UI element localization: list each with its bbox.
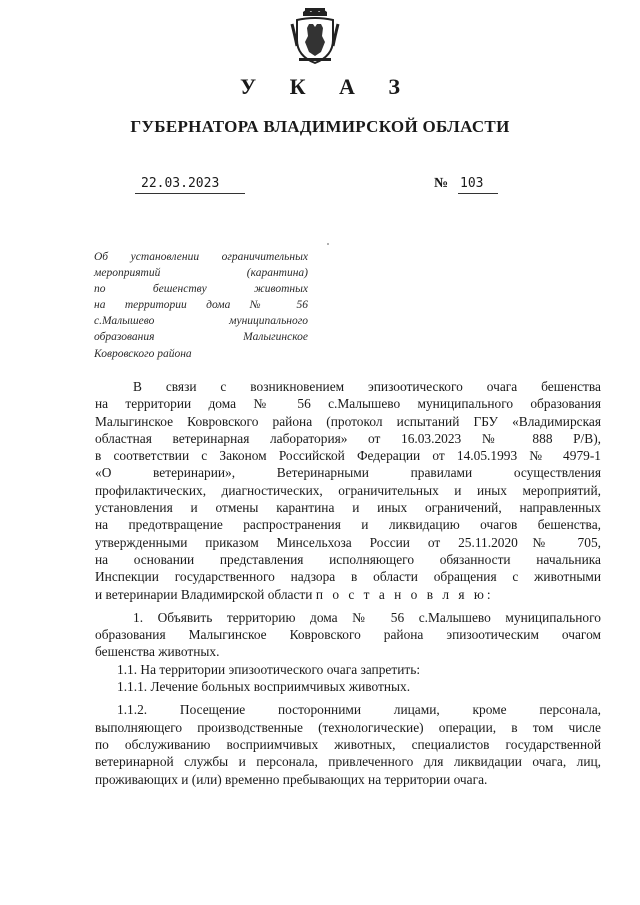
scan-dot [327, 243, 329, 245]
heading-line: образования Малыгинское [94, 331, 308, 344]
item-1 [95, 609, 601, 661]
item-1-1 [95, 661, 601, 678]
preamble-line: на территории дома № 56 с.Малышево муниципального образования [95, 396, 601, 412]
document-heading [94, 249, 308, 362]
preamble-line: «О ветеринарии», Ветеринарными правилами осуществления [95, 465, 601, 481]
item-1-line: бешенства животных. [95, 644, 220, 660]
item-1-1-2-line: выполняющего производственные (технологические) операции, в том числе [95, 719, 601, 735]
preamble-line: установления и отмены карантина и иных ограничений, направленных [95, 500, 601, 516]
document-number: 103 [458, 176, 498, 194]
document-date: 22.03.2023 [135, 176, 245, 194]
preamble-line: в соответствии с Законом Российской Федерации от 14.05.1993 № 4979-1 [95, 448, 601, 464]
item-1-1-line: 1.1. На территории эпизоотического очага запретить: [117, 661, 421, 677]
item-1-line: образования Малыгинское Ковровского района эпизоотическим очагом [95, 627, 601, 643]
preamble-line: и ветеринарии Владимирской области [95, 586, 313, 602]
preamble-line: В связи с возникновением эпизоотического очага бешенства [133, 379, 601, 394]
heading-line: на территории дома № 56 [94, 299, 308, 312]
coat-of-arms-icon [289, 6, 341, 66]
preamble-last-line [95, 586, 601, 603]
decree-word: п о с т а н о в л я ю: [315, 586, 494, 602]
preamble-line: Инспекции государственного надзора в области обращения с животными [95, 569, 601, 585]
preamble-line: на основании представления исполняющего обязанности начальника [95, 551, 601, 567]
preamble-line: областная ветеринарная лаборатория» от 16.03.2023 № 888 Р/В), [95, 430, 601, 446]
preamble-line: Малыгинское Ковровского района (протокол испытаний ГБУ «Владимирская [95, 413, 601, 429]
preamble-line: профилактических, диагностических, ограничительных и иных мероприятий, [95, 482, 601, 498]
item-1-1-1-line: 1.1.1. Лечение больных восприимчивых животных. [117, 679, 411, 695]
number-label: № [434, 176, 449, 191]
preamble-line: на предотвращение распространения и ликвидацию очагов бешенства, [95, 517, 601, 533]
document-body [95, 378, 601, 788]
heading-line: мероприятий (карантина) [94, 267, 308, 280]
heading-line: Об установлении ограничительных [94, 251, 308, 263]
heading-line: по бешенству животных [94, 283, 308, 296]
item-1-1-2-line: ветеринарной службы и персонала, привлеченного для ликвидации очага, лиц, [95, 754, 601, 770]
item-1-1-2-line: по обслуживанию восприимчивых животных, специалистов государственной [95, 736, 601, 752]
document-title: У К А З [239, 74, 415, 99]
heading-line: с.Малышево муниципального [94, 315, 308, 328]
item-1-1-2-line: 1.1.2. Посещение посторонними лицами, кроме персонала, [117, 702, 601, 718]
preamble-paragraph [95, 378, 601, 603]
item-1-line: 1. Объявить территорию дома № 56 с.Малышево муниципального [133, 609, 601, 625]
preamble-line: утвержденными приказом Минсельхоза России от 25.11.2020№ 705, [95, 534, 601, 550]
item-1-1-2-line: проживающих и (или) временно пребывающих на территории очага. [95, 771, 488, 787]
item-1-1-1 [95, 678, 601, 695]
heading-line: Ковровского района [94, 347, 192, 360]
item-1-1-2 [95, 701, 601, 787]
document-subtitle: ГУБЕРНАТОРА ВЛАДИМИРСКОЙ ОБЛАСТИ [130, 117, 510, 136]
